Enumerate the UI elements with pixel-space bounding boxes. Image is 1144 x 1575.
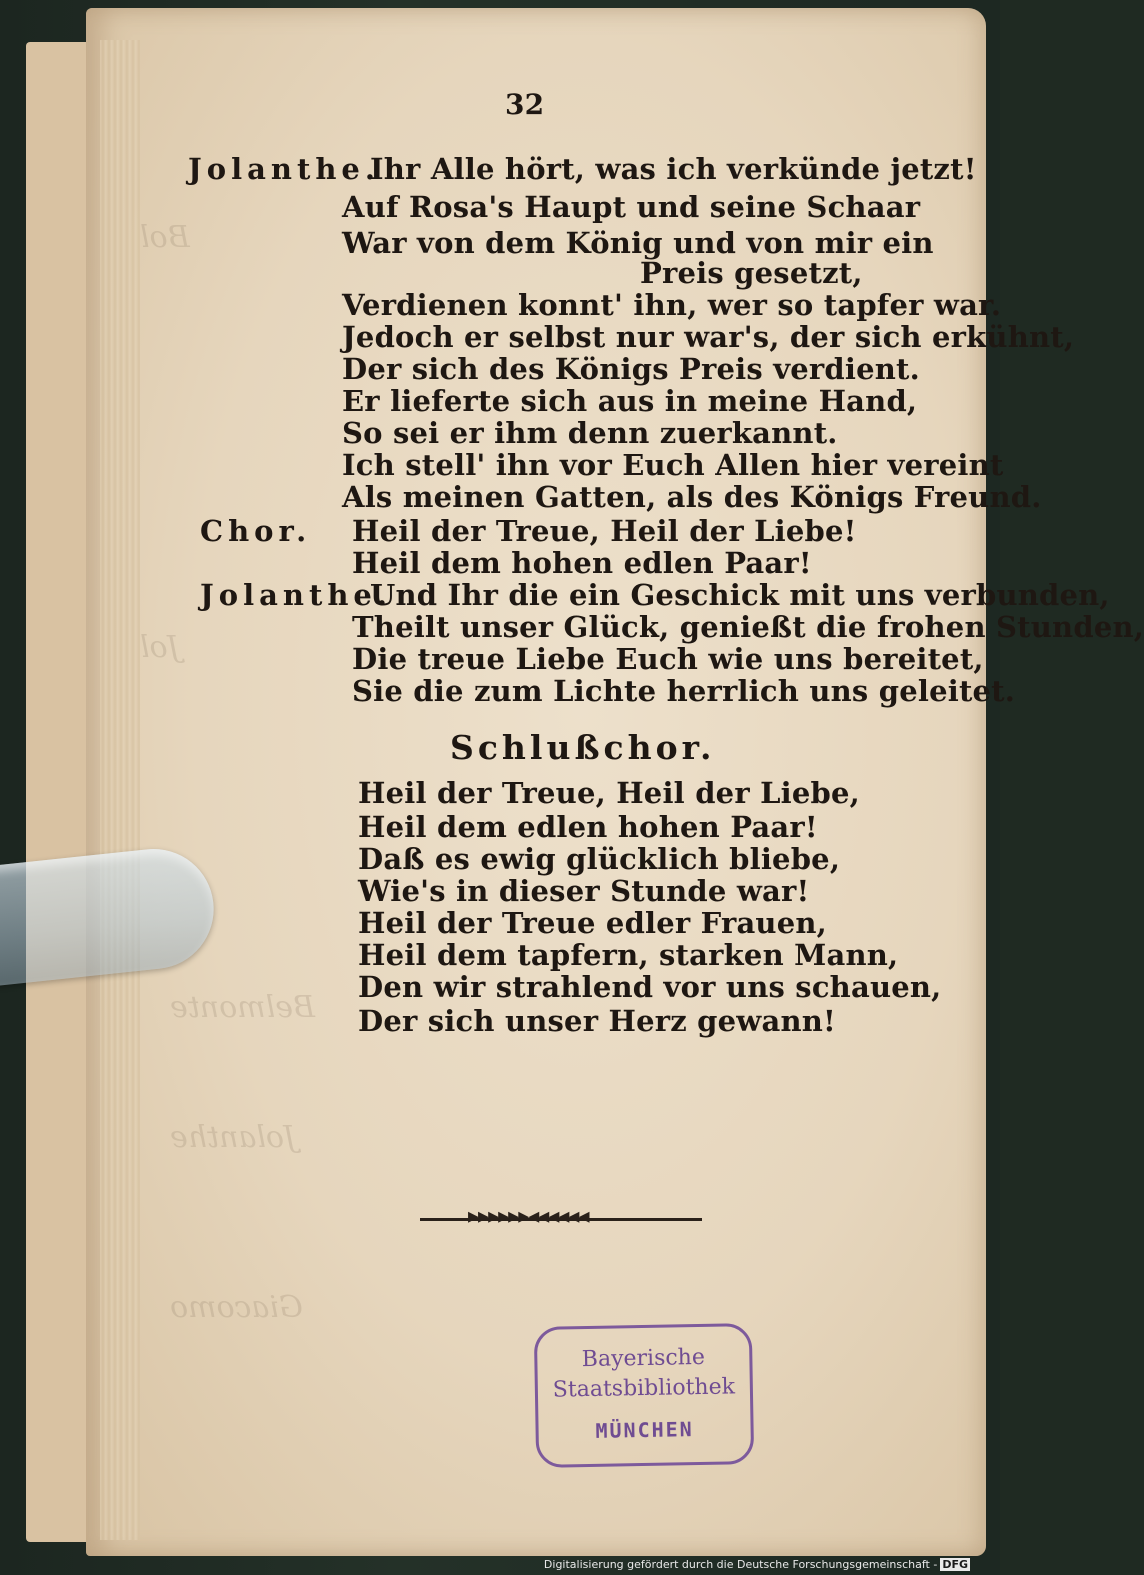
verse-line: So sei er ihm denn zuerkannt.: [342, 416, 838, 450]
verse-line: Verdienen konnt' ihn, wer so tapfer war.: [342, 288, 1002, 322]
verse-line: War von dem König und von mir ein: [342, 226, 934, 260]
chorus-line: Den wir strahlend vor uns schauen,: [358, 970, 942, 1004]
chorus-line: Daß es ewig glücklich bliebe,: [358, 842, 841, 876]
section-heading: Schlußchor.: [450, 728, 716, 767]
chorus-line: Heil dem tapfern, starken Mann,: [358, 938, 899, 972]
divider-ornament: ▸▸▸▸▸▸◂◂◂◂◂◂: [468, 1204, 589, 1229]
show-through-text: Jol: [140, 630, 180, 665]
show-through-text: Bol: [140, 220, 190, 255]
stamp-line: MÜNCHEN: [595, 1417, 694, 1443]
speaker-label: Chor.: [200, 514, 312, 548]
chorus-line: Der sich unser Herz gewann!: [358, 1004, 836, 1038]
library-stamp: [534, 1323, 754, 1468]
verse-line: Auf Rosa's Haupt und seine Schaar: [342, 190, 921, 224]
digitization-credit: [544, 1558, 970, 1571]
show-through-text: Belmonte: [170, 990, 316, 1025]
verse-line: Der sich des Königs Preis verdient.: [342, 352, 920, 386]
verse-line: Er lieferte sich aus in meine Hand,: [342, 384, 918, 418]
show-through-text: Jolanthe: [170, 1120, 297, 1155]
chorus-line: Heil dem edlen hohen Paar!: [358, 810, 818, 844]
verse-line: Jedoch er selbst nur war's, der sich erkühnt,: [342, 320, 1075, 354]
verse-line: Und Ihr die ein Geschick mit uns verbunden,: [370, 578, 1110, 612]
speaker-label: Jolanthe.: [200, 578, 392, 612]
show-through-text: Giacomo: [170, 1290, 303, 1325]
credit-text: Digitalisierung gefördert durch die Deutsche Forschungsgemeinschaft -: [543, 1558, 938, 1571]
page-number: 32: [505, 88, 545, 121]
verse-line: Als meinen Gatten, als des Königs Freund.: [342, 480, 1042, 514]
stamp-line: Bayerische: [581, 1344, 706, 1373]
chorus-line: Heil der Treue edler Frauen,: [358, 906, 827, 940]
page-edges: [100, 40, 140, 1540]
verse-line: Die treue Liebe Euch wie uns bereitet,: [352, 642, 984, 676]
dfg-logo: DFG: [942, 1558, 968, 1571]
speaker-label: Jolanthe.: [188, 152, 380, 186]
verse-line: Heil der Treue, Heil der Liebe!: [352, 514, 857, 548]
verse-line: Ihr Alle hört, was ich verkünde jetzt!: [370, 152, 977, 186]
verse-line: Ich stell' ihn vor Euch Allen hier vereint: [342, 448, 1004, 482]
stamp-line: Staatsbibliothek: [552, 1374, 736, 1403]
chorus-line: Heil der Treue, Heil der Liebe,: [358, 776, 860, 810]
verse-line: Theilt unser Glück, genießt die frohen Stunden,: [352, 610, 1144, 644]
verse-line: Heil dem hohen edlen Paar!: [352, 546, 812, 580]
verse-line: Sie die zum Lichte herrlich uns geleitet.: [352, 674, 1016, 708]
chorus-line: Wie's in dieser Stunde war!: [358, 874, 810, 908]
verse-line: Preis gesetzt,: [640, 256, 863, 290]
